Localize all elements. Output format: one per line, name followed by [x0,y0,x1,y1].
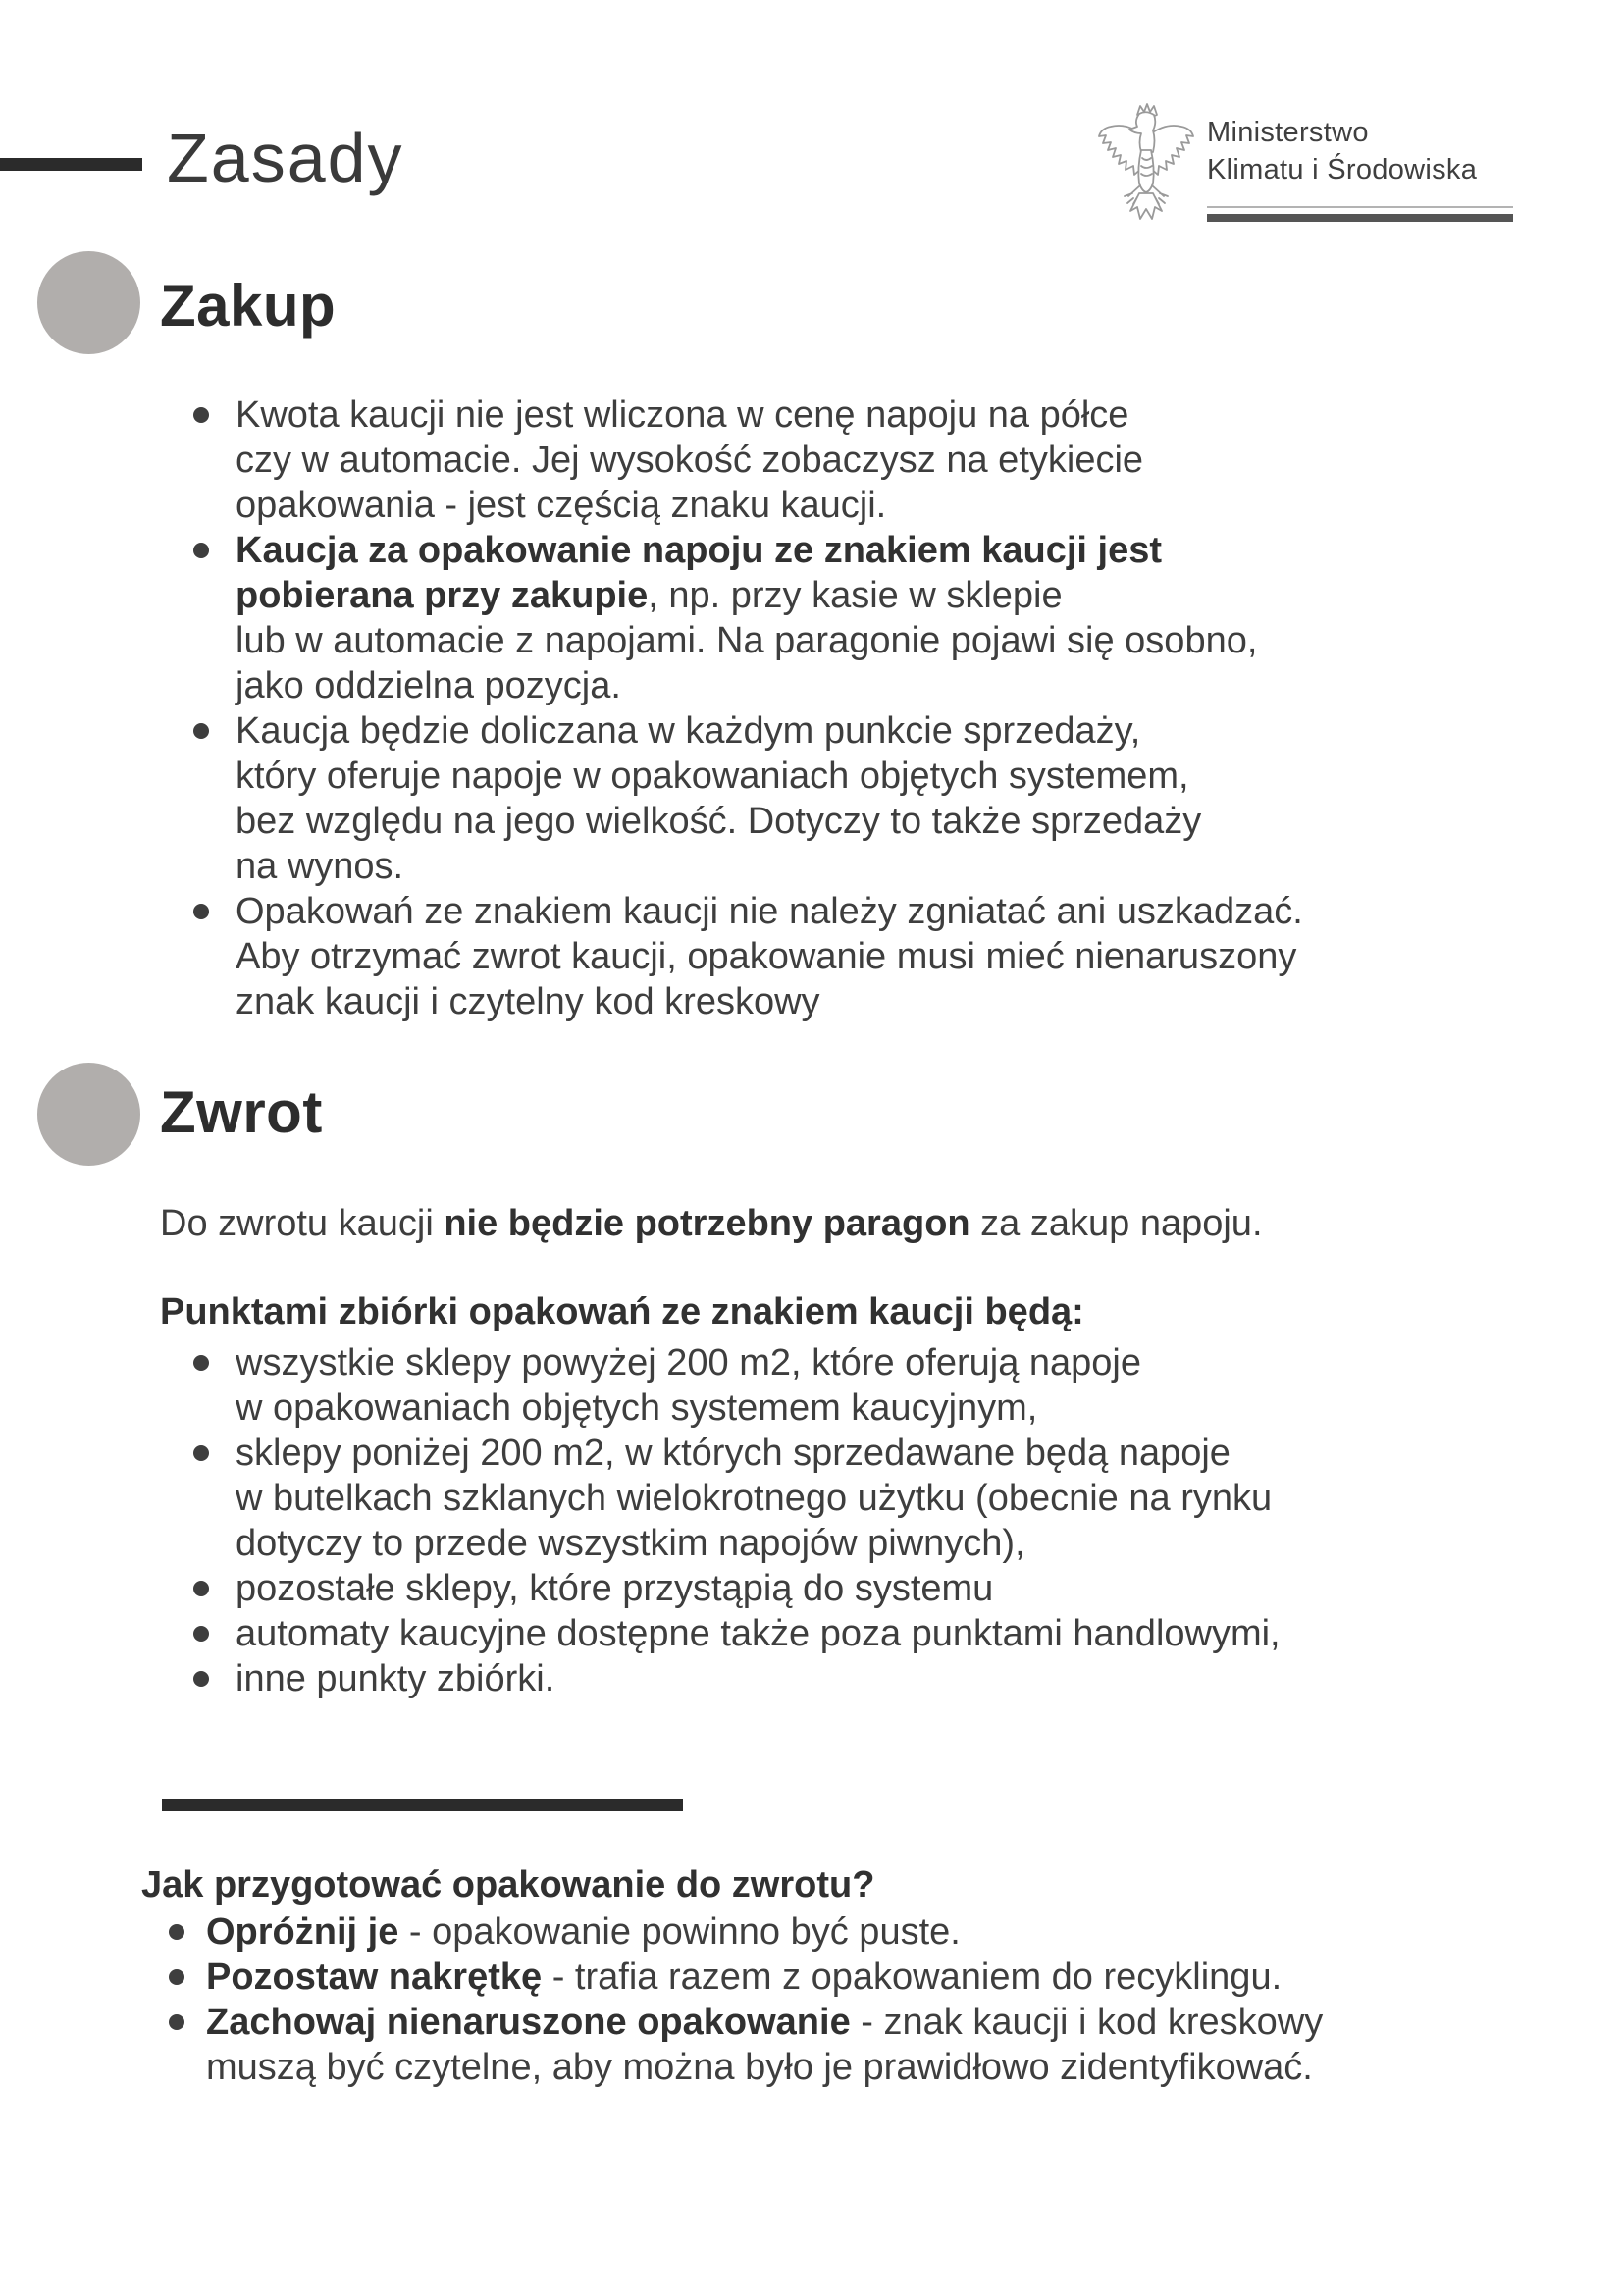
text-segment: na wynos. [236,846,404,887]
section-heading-zakup: Zakup [160,273,337,339]
text-segment: Kaucja za opakowanie napoju ze znakiem kaucji jest [236,530,1162,571]
text-segment: , np. przy kasie w sklepie [648,575,1063,616]
text-segment: opakowania - jest częścią znaku kaucji. [236,485,887,526]
text-segment: pobierana przy zakupie [236,575,649,616]
text-segment: nie będzie potrzebny paragon [444,1203,970,1244]
text-segment: Kaucja będzie doliczana w każdym punkcie sprzedaży, [236,710,1141,752]
list-item [193,528,1303,708]
text-segment: czy w automacie. Jej wysokość zobaczysz na etykiecie [236,440,1144,481]
section-marker-circle [37,251,140,354]
list-item [169,2000,1323,2090]
text-segment: Kwota kaucji nie jest wliczona w cenę napoju na półce [236,394,1129,436]
list-item [169,1955,1323,2000]
list-item [193,1656,1281,1701]
ministry-logo [1097,100,1513,228]
text-segment: wszystkie sklepy powyżej 200 m2, które oferują napoje [236,1342,1142,1383]
zakup-bullet-list [193,392,1303,1024]
preparation-bullet-list [169,1909,1323,2090]
text-segment: Zachowaj nienaruszone opakowanie [206,2002,851,2043]
text-segment: - znak kaucji i kod kreskowy [850,2002,1324,2043]
list-item [193,708,1303,889]
section-heading-zwrot: Zwrot [160,1079,323,1145]
list-item [193,1611,1281,1656]
text-segment: muszą być czytelne, aby można było je prawidłowo zidentyfikować. [206,2047,1313,2088]
zwrot-bullet-list [193,1340,1281,1701]
text-segment: sklepy poniżej 200 m2, w których sprzedawane będą napoje [236,1433,1231,1474]
ministry-rule-thick [1207,214,1513,222]
page-title: Zasady [167,120,404,196]
text-segment: Opróżnij je [206,1911,399,1953]
text-segment: Opakowań ze znakiem kaucji nie należy zgniatać ani uszkadzać. [236,891,1303,932]
collection-points-heading [160,1289,1084,1334]
text-segment: w butelkach szklanych wielokrotnego użytku (obecnie na rynku [236,1478,1273,1519]
ministry-name: Ministerstwo Klimatu i Środowiska [1207,117,1478,185]
text-segment: Aby otrzymać zwrot kaucji, opakowanie musi mieć nienaruszony [236,936,1297,977]
text-segment: znak kaucji i czytelny kod kreskowy [236,981,820,1022]
text-segment: za zakup napoju. [969,1203,1263,1244]
list-item [193,392,1303,528]
list-item [169,1909,1323,1955]
list-item [193,1340,1281,1431]
eagle-icon [1097,100,1195,228]
text-segment: jako oddzielna pozycja. [236,665,621,706]
preparation-heading [141,1862,874,1907]
text-segment: który oferuje napoje w opakowaniach objętych systemem, [236,756,1189,797]
text-segment: - trafia razem z opakowaniem do recyklingu. [542,1957,1283,1998]
section-divider [162,1799,683,1811]
text-segment: Punktami zbiórki opakowań ze znakiem kaucji będą: [160,1291,1084,1332]
text-segment: lub w automacie z napojami. Na paragonie pojawi się osobno, [236,620,1258,661]
ministry-text-block [1207,100,1513,222]
text-segment: Jak przygotować opakowanie do zwrotu? [141,1864,875,1905]
text-segment: dotyczy to przede wszystkim napojów piwnych), [236,1523,1025,1564]
text-segment: Do zwrotu kaucji [160,1203,445,1244]
text-segment: bez względu na jego wielkość. Dotyczy to także sprzedaży [236,801,1202,842]
text-segment: w opakowaniach objętych systemem kaucyjnym, [236,1387,1038,1429]
list-item [193,1431,1281,1566]
list-item [193,889,1303,1024]
text-segment: pozostałe sklepy, które przystąpią do systemu [236,1568,994,1609]
text-segment: Pozostaw nakrętkę [206,1957,543,1998]
ministry-rule-thin [1207,206,1513,208]
section-marker-circle [37,1063,140,1166]
title-rule [0,158,142,171]
paragraph-deposit-return [160,1201,1263,1246]
text-segment: automaty kaucyjne dostępne także poza punktami handlowymi, [236,1613,1281,1654]
ministry-rules [1207,206,1513,222]
text-segment: - opakowanie powinno być puste. [398,1911,961,1953]
list-item [193,1566,1281,1611]
text-segment: inne punkty zbiórki. [236,1658,555,1699]
